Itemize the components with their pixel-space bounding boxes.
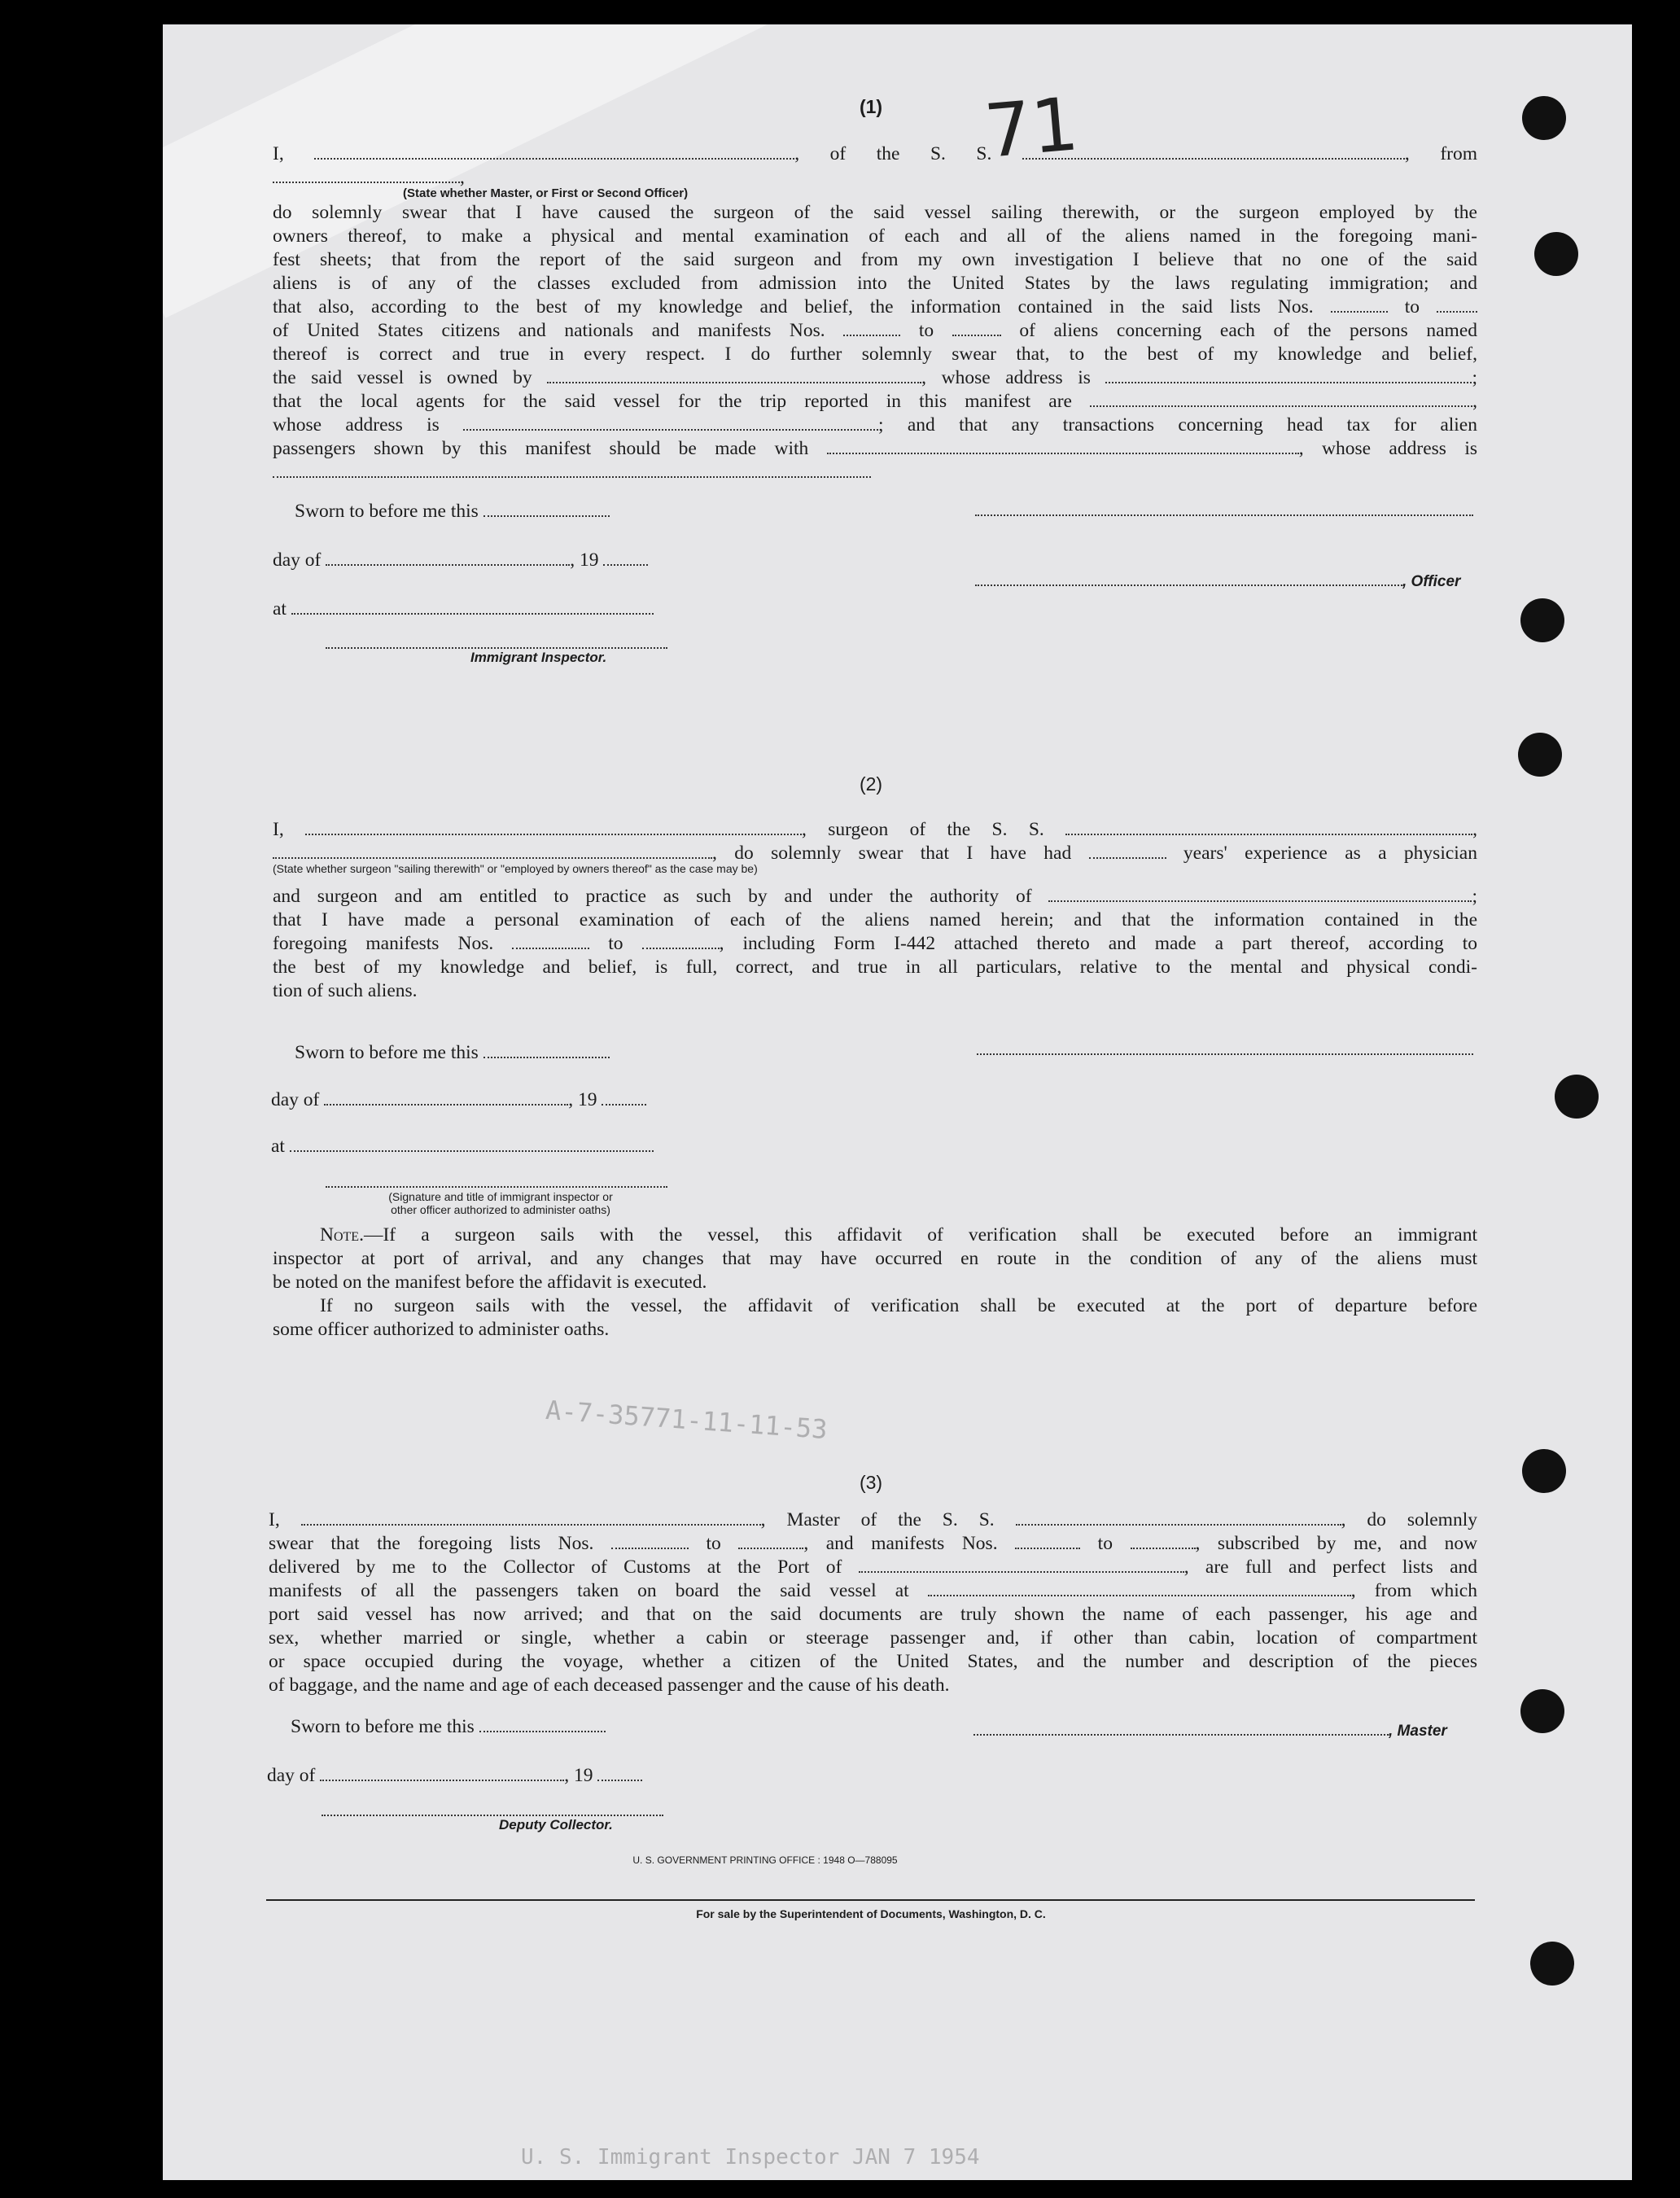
s2-officer-signature-line	[326, 1184, 667, 1188]
note-block: Note.—If a surgeon sails with the vessel, this affidavit of verification shall be executed before an immigrant inspector at port of arrival, and any changes that may have occurred en route in the condition of any of the aliens must be noted on the manifest before the affidavit is executed. If no surgeon sails with the vessel, the affidavit of verification shall be executed at the port of departure before some officer authorized to administer oaths.	[273, 1224, 1477, 1340]
s1-at-line: at	[273, 598, 654, 620]
punch-hole-icon	[1520, 598, 1564, 642]
s2-signature-caption: (Signature and title of immigrant inspector or other officer authorized to administer oaths)	[388, 1190, 613, 1216]
s3-collector-line	[322, 1813, 663, 1816]
punch-hole-icon	[1530, 1942, 1574, 1986]
punch-hole-icon	[1520, 1689, 1564, 1733]
section-1-caption: (State whether Master, or First or Second Officer)	[403, 186, 689, 200]
section-2-number: (2)	[859, 773, 883, 795]
printing-office-line: U. S. GOVERNMENT PRINTING OFFICE : 1948 O—788095	[632, 1854, 898, 1866]
section-1-affidavit: I, , of the S. S. , from , (State whether Master, or First or Second Officer) do solemnly swear that I have caused the surgeon of the said vessel sailing therewith, or the surgeon employed by the owners thereof, to make a physical and mental examination of each and all of the aliens named in the foregoing mani- fest sheets; that from the report of the said surgeon and from my own investigation I believe that no one of the said aliens is of any of the classes excluded from admission into the United States by the laws regulating immigration; and that also, according to the best of my knowledge and belief, the information contained in the said lists Nos. to of United States citizens and nationals and manifests Nos. to of aliens concerning each of the persons named thereof is correct and true in every respect. I do further solemnly swear that, to the best of my knowledge and belief, the said vessel is owned by , whose address is ; that the local agents for the said vessel for the trip reported in this manifest are , whose address is ; and that any transactions concerning head tax for alien passengers shown by this manifest should be made with , whose address is	[273, 142, 1477, 484]
s2-day-line: day of , 19	[271, 1089, 646, 1111]
s2-sworn-line: Sworn to before me this	[295, 1042, 610, 1064]
section-3-affidavit: I, , Master of the S. S. , do solemnly swear that the foregoing lists Nos. to , and manifests Nos. to , subscribed by me, and now delivered by me to the Collector of Customs at the Port of , are full and perfect lists and manifests of all the passengers taken on board the said vessel at , from which port said vessel has now arrived; and that on the said documents are truly shown the name of each passenger, his age and sex, whether married or single, whether a cabin or steerage passenger and, if other than cabin, location of compartment or space occupied during the voyage, whether a citizen of the United States, and the number and description of the pieces of baggage, and the name and age of each deceased passenger and the cause of his death.	[269, 1509, 1478, 1696]
s2-signature-line	[977, 1052, 1473, 1055]
s3-day-line: day of , 19	[267, 1765, 642, 1787]
section-2-caption: (State whether surgeon "sailing therewith" or "employed by owners thereof" as the case may be)	[273, 862, 758, 875]
inspector-date-stamp: U. S. Immigrant Inspector JAN 7 1954	[521, 2145, 980, 2170]
s1-inspector-label: Immigrant Inspector.	[470, 650, 607, 665]
s1-day-line: day of , 19	[273, 550, 648, 571]
section-3-number: (3)	[859, 1472, 883, 1493]
note-label: Note.	[320, 1224, 364, 1246]
s2-at-line: at	[271, 1136, 654, 1158]
s3-sworn-line: Sworn to before me this	[291, 1716, 606, 1738]
s1-signature-line	[975, 513, 1473, 516]
s1-inspector-line	[326, 646, 667, 649]
s3-collector-label: Deputy Collector.	[499, 1817, 613, 1832]
punch-hole-icon	[1518, 733, 1562, 777]
s1-sworn-line: Sworn to before me this	[295, 501, 610, 523]
s1-officer-line: , Officer	[975, 570, 1460, 592]
document-page	[163, 24, 1632, 2180]
section-1-number: (1)	[859, 96, 883, 117]
section-2-affidavit: I, , surgeon of the S. S. , , do solemnly swear that I have had years' experience as a physician (State whether surgeon "sailing therewith" or "employed by owners thereof" as the case may be) and surgeon and am entitled to practice as such by and under the authority of ; that I have made a personal examination of each of the aliens named herein; and that the information contained in the foregoing manifests Nos. to , including Form I-442 attached thereto and made a part thereof, according to the best of my knowledge and belief, is full, correct, and true in all particulars, relative to the mental and physical condi- tion of such aliens.	[273, 819, 1478, 1001]
for-sale-line: For sale by the Superintendent of Documents, Washington, D. C.	[696, 1907, 1046, 1920]
punch-hole-icon	[1555, 1075, 1599, 1119]
punch-hole-icon	[1534, 232, 1578, 276]
s3-master-line: , Master	[973, 1719, 1447, 1741]
handwritten-number: 71	[981, 81, 1082, 175]
file-number-stamp: A-7-35771-11-11-53	[545, 1394, 829, 1446]
footer-rule	[266, 1899, 1475, 1901]
